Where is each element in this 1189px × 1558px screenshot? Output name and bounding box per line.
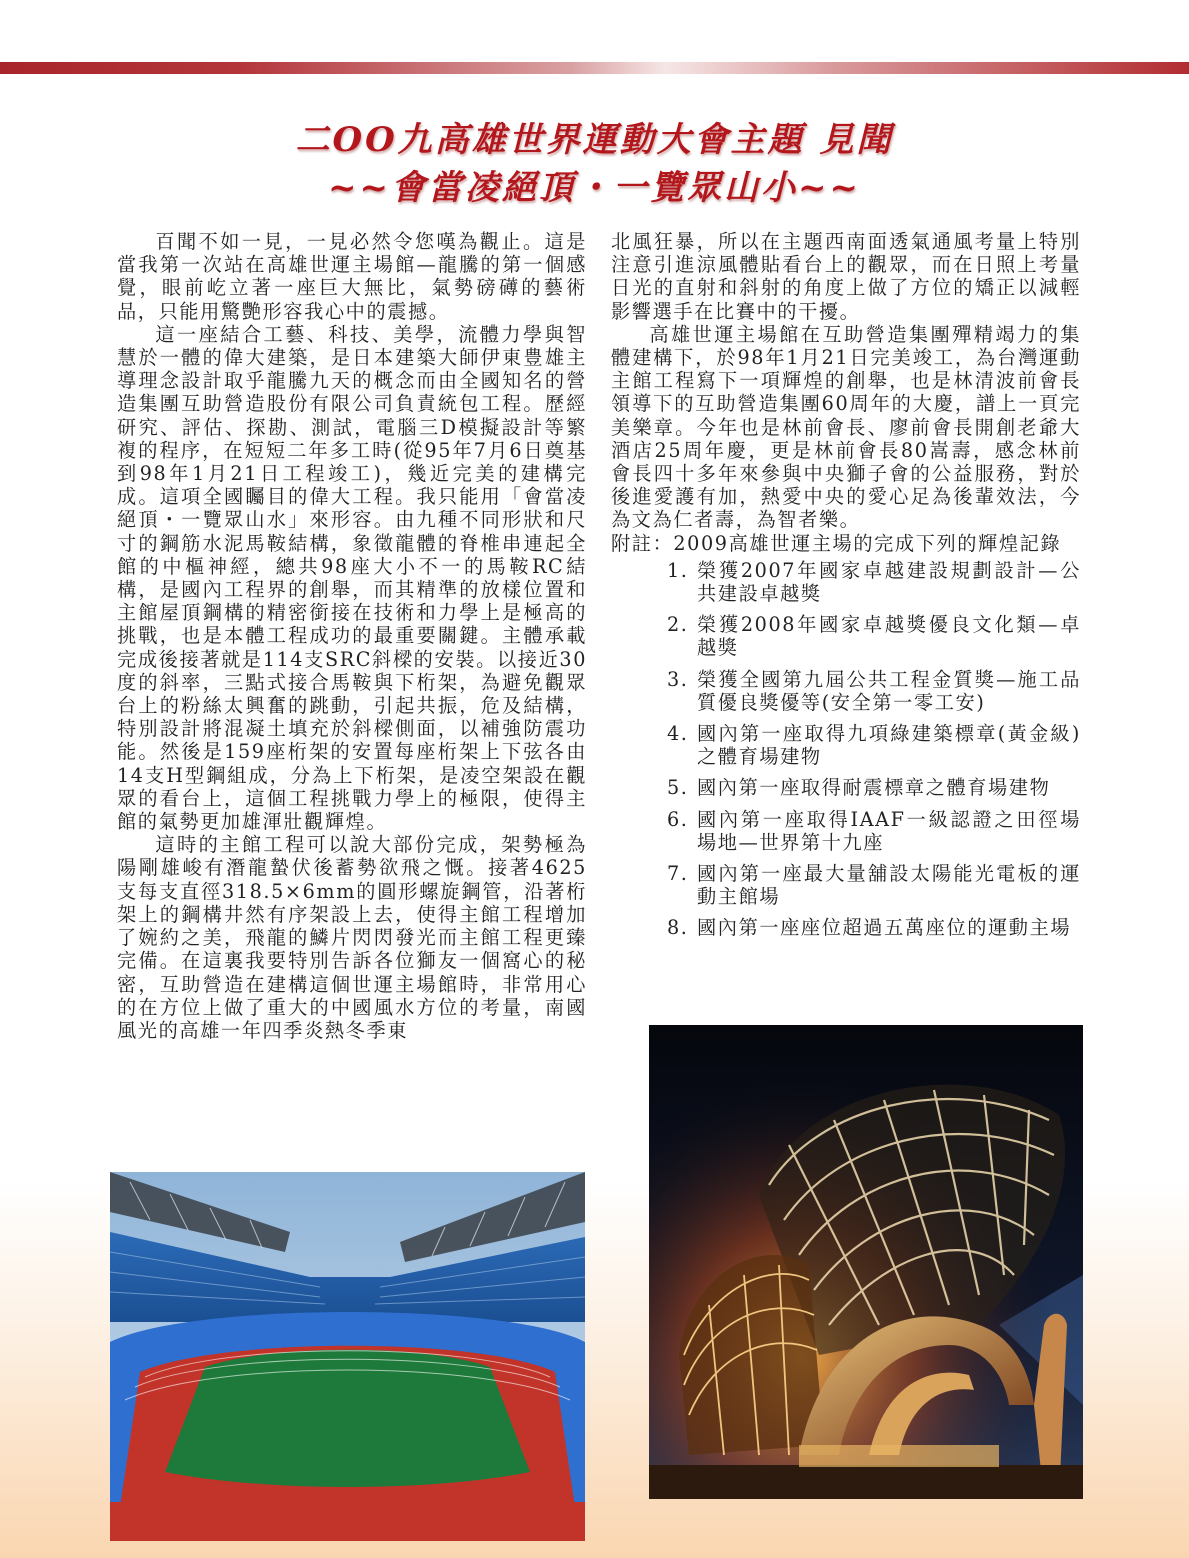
list-item-number: 1. <box>667 558 689 582</box>
list-item-text: 榮獲2007年國家卓越建設規劃設計—公共建設卓越獎 <box>697 558 1081 606</box>
right-column <box>611 230 1081 948</box>
stadium-track-photo <box>110 1172 585 1541</box>
article-title: 二OO九高雄世界運動大會主題 見聞 <box>295 120 894 160</box>
list-item-text: 國內第一座座位超過五萬座位的運動主場 <box>697 916 1072 940</box>
list-item-number: 3. <box>667 667 689 691</box>
list-item <box>667 558 1081 606</box>
list-item-text: 國內第一座取得IAAF一級認證之田徑場場地—世界第十九座 <box>697 807 1081 854</box>
list-item-number: 6. <box>667 807 689 831</box>
list-item-text: 國內第一座取得九項綠建築標章(黃金級)之體育場建物 <box>697 722 1081 769</box>
list-item-number: 4. <box>667 722 689 746</box>
list-item <box>667 862 1081 909</box>
right-paragraph-2: 高雄世運主場館在互助營造集團殫精竭力的集體建構下，於98年1月21日完美竣工，為台灣運動主館工程寫下一項輝煌的創舉，也是林清波前會長領導下的互助營造集團60周年的大慶，譜上一頁完美樂章。今年也是林前會長、廖前會長開創老爺大酒店25周年慶，更是林前會長80嵩壽，感念林前會長四十多年來參與中央獅子會的公益服務，對於後進愛護有加，熱愛中央的愛心足為後輩效法，今為文為仁者壽，為智者樂。 <box>611 322 1081 532</box>
list-item <box>667 916 1081 940</box>
night-stadium-photo <box>649 1025 1083 1499</box>
article-subtitle: ~~會當凌絕頂・一覽眾山小~~ <box>328 168 861 208</box>
list-item-text: 榮獲2008年國家卓越獎優良文化類—卓越獎 <box>697 613 1081 660</box>
top-decorative-band <box>0 62 1189 74</box>
left-paragraph-1: 百聞不如一見，一見必然令您嘆為觀止。這是當我第一次站在高雄世運主場館—龍騰的第一個感覺，眼前屹立著一座巨大無比，氣勢磅礡的藝術品，只能用驚艷形容我心中的震撼。 <box>117 230 587 323</box>
list-item <box>667 667 1081 714</box>
left-paragraph-2: 這一座結合工藝、科技、美學，流體力學與智慧於一體的偉大建築，是日本建築大師伊東豊雄主導理念設計取乎龍騰九天的概念而由全國知名的營造集團互助營造股份有限公司負責統包工程。歷經研究、評估、探勘、測試，電腦三D模擬設計等繁複的程序，在短短二年多工時(從95年7月6日奠基到98年1月21日工程竣工)，幾近完美的建構完成。這項全國矚目的偉大工程。我只能用「會當凌絕頂・一覽眾山水」來形容。由九種不同形狀和尺寸的鋼筋水泥馬鞍結構，象徵龍體的脊椎串連起全館的中樞神經，總共98座大小不一的馬鞍RC結構，是國內工程界的創舉，而其精準的放樣位置和主館屋頂鋼構的精密銜接在技術和力學上是極高的挑戰，也是本體工程成功的最重要關鍵。主體承載完成後接著就是114支SRC斜樑的安裝。以接近30度的斜率，三點式接合馬鞍與下桁架，為避免觀眾台上的粉絲太興奮的跳動，引起共振，危及結構，特別設計將混凝土填充於斜樑側面，以補強防震功能。然後是159座桁架的安置每座桁架上下弦各由14支H型鋼組成，分為上下桁架，是凌空架設在觀眾的看台上，這個工程挑戰力學上的極限，使得主館的氣勢更加雄渾壯觀輝煌。 <box>117 322 588 834</box>
list-item-number: 7. <box>667 862 689 886</box>
list-item <box>667 722 1081 769</box>
list-item-text: 國內第一座取得耐震標章之體育場建物 <box>697 776 1051 800</box>
list-item <box>667 807 1081 854</box>
record-note: 附註：2009高雄世運主場的完成下列的輝煌記錄 <box>611 531 1062 555</box>
list-item <box>667 613 1081 660</box>
left-column <box>117 230 587 1042</box>
list-item-text: 榮獲全國第九屆公共工程金質獎—施工品質優良獎優等(安全第一零工安) <box>697 667 1081 714</box>
list-item-number: 8. <box>667 916 689 940</box>
list-item <box>667 776 1081 800</box>
left-paragraph-3: 這時的主館工程可以說大部份完成，架勢極為陽剛雄峻有潛龍蟄伏後蓄勢欲飛之慨。接著4625支每支直徑318.5×6mm的圓形螺旋鋼管，沿著桁架上的鋼構井然有序架設上去，使得主館工程增加了婉約之美，飛龍的鱗片閃閃發光而主館工程更臻完備。在這裏我要特別告訴各位獅友一個窩心的秘密，互助營造在建構這個世運主場館時，非常用心的在方位上做了重大的中國風水方位的考量，南國風光的高雄一年四季炎熱冬季東 <box>117 833 587 1042</box>
right-paragraph-1: 北風狂暴，所以在主題西南面透氣通風考量上特別注意引進涼風體貼看台上的觀眾，而在日照上考量日光的直射和斜射的角度上做了方位的矯正以減輕影響選手在比賽中的干擾。 <box>611 230 1081 323</box>
list-item-number: 2. <box>667 613 689 637</box>
list-item-number: 5. <box>667 776 689 800</box>
record-list <box>611 559 1081 940</box>
list-item-text: 國內第一座最大量舖設太陽能光電板的運動主館場 <box>697 862 1081 909</box>
